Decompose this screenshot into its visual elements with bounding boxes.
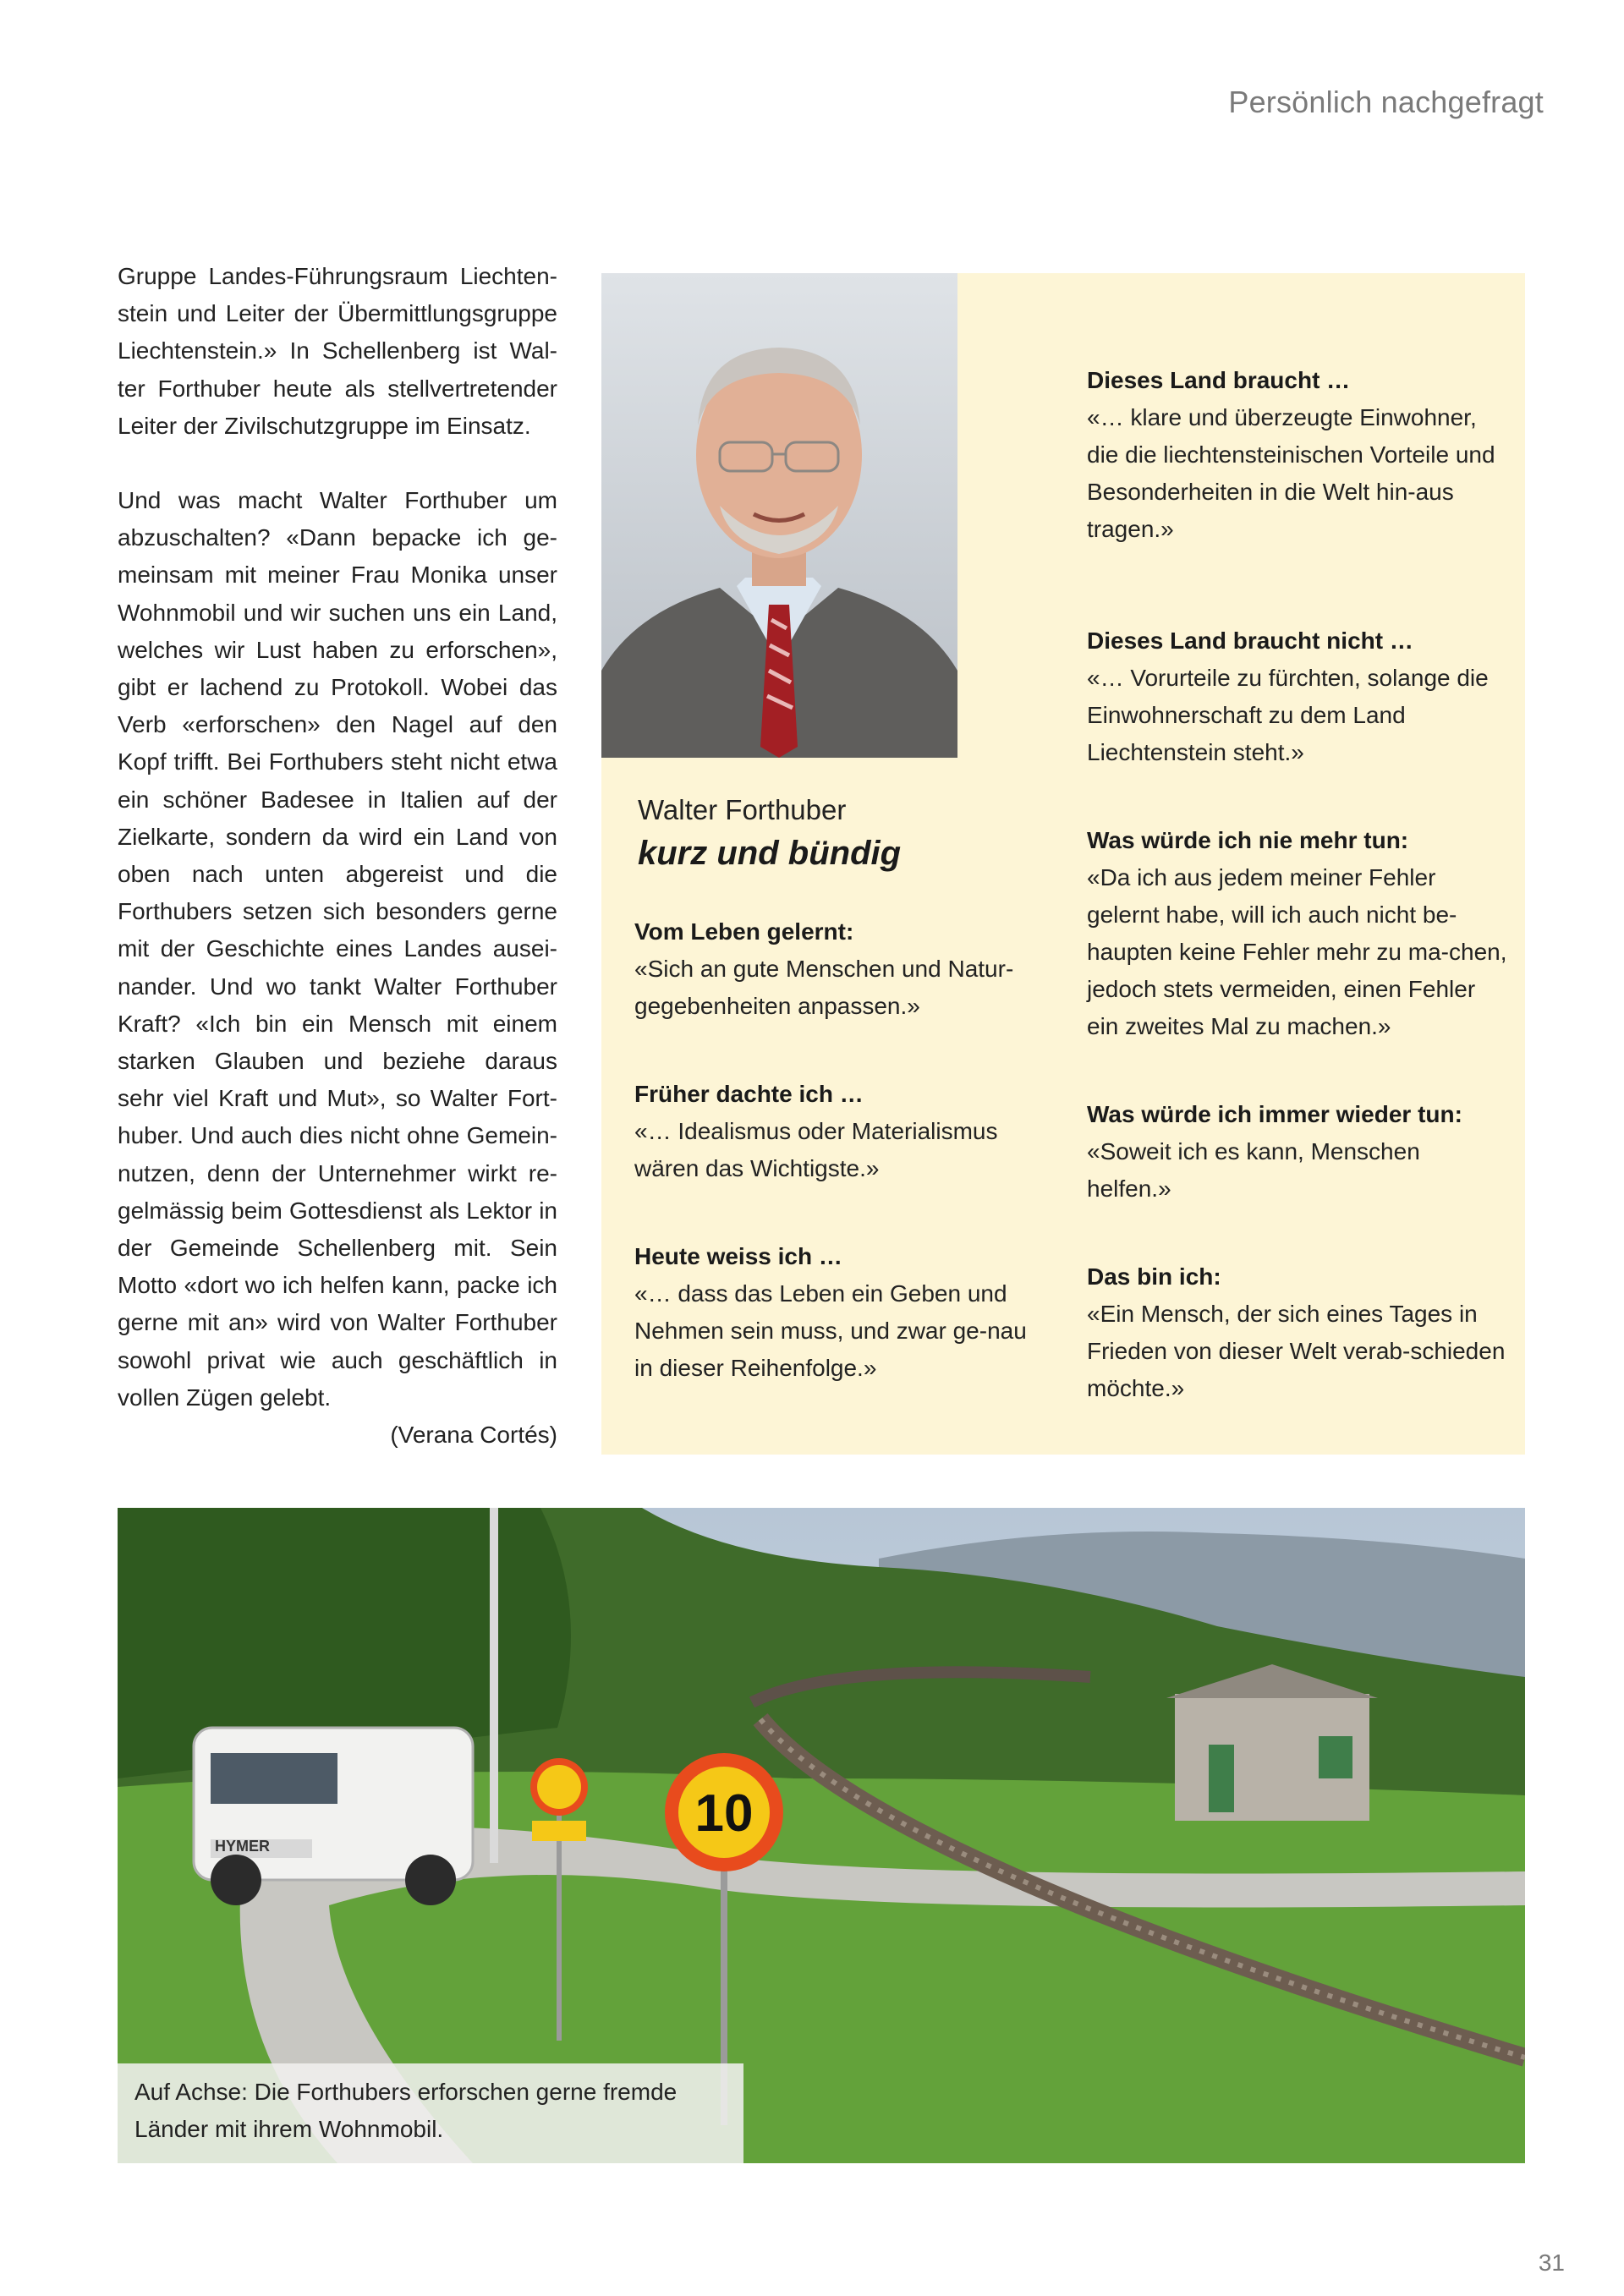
profile-left-column (634, 793, 1040, 1438)
caption-line: Länder mit ihrem Wohnmobil. (134, 2116, 444, 2142)
profile-qa-item (1087, 622, 1510, 771)
article-paragraph: Und was macht Walter Forthuber um abzuschalten? «Dann bepacke ich ge-meinsam mit meiner Frau Monika unser Wohnmobil und wir suchen uns ein Land, welches wir Lust haben zu erforschen», gibt er lachend zu Protokoll. Wobei das Verb «erforschen» den Nagel auf den Kopf trifft. Bei Forthubers steht nicht etwa ein schöner Badesee in Italien auf der Zielkarte, sondern da wird ein Land von oben nach unten abgereist und die Forthubers setzen sich besonders gerne mit der Geschichte eines Landes ausei-nander. Und wo tankt Walter Forthuber Kraft? «Ich bin ein Mensch mit einem starken Glauben und beziehe daraus sehr viel Kraft und Mut», so Walter Fort-huber. Und auch dies nicht ohne Gemein-nutzen, denn der Unternehmer wirkt re-gelmässig beim Gottesdienst als Lektor in der Gemeinde Schellenberg mit. Sein Motto «dort wo ich helfen kann, packe ich gerne mit an» wird von Walter Forthuber sowohl privat wie auch geschäftlich in vollen Zügen gelebt. (118, 487, 557, 1411)
profile-qa-item (1087, 822, 1510, 1045)
profile-question: Was würde ich immer wieder tun: (1087, 1101, 1462, 1127)
profile-answer: «… klare und überzeugte Einwohner, die die liechtensteinischen Vorteile und Besonderheiten in die Welt hin-aus tragen.» (1087, 404, 1495, 542)
profile-qa-item (1087, 362, 1510, 548)
article-paragraph: Gruppe Landes-Führungsraum Liechten-stein und Leiter der Übermittlungsgruppe Liechtenstein.» In Schellenberg ist Wal-ter Forthuber heute als stellvertretender Leiter der Zivilschutzgruppe im Einsatz. (118, 263, 557, 439)
profile-answer: «Soweit ich es kann, Menschen helfen.» (1087, 1138, 1420, 1202)
profile-answer: «Da ich aus jedem meiner Fehler gelernt habe, will ich auch nicht be-haupten keine Fehler mehr zu ma-chen, jedoch stets vermeiden, einen Fehler ein zweites Mal zu machen.» (1087, 864, 1507, 1039)
running-head: Persönlich nachgefragt (1228, 85, 1544, 119)
profile-question: Was würde ich nie mehr tun: (1087, 827, 1409, 853)
profile-question: Das bin ich: (1087, 1263, 1221, 1290)
profile-subtitle: kurz und bündig (638, 835, 902, 872)
profile-qa-item (634, 913, 1040, 1025)
profile-answer: «Ein Mensch, der sich eines Tages in Frieden von dieser Welt verab-schieden möchte.» (1087, 1301, 1506, 1401)
profile-qa-item (1087, 1258, 1510, 1407)
landscape-photo (118, 1508, 1525, 2163)
profile-question: Heute weiss ich … (634, 1243, 842, 1269)
profile-question: Dieses Land braucht … (1087, 367, 1351, 393)
portrait-photo (601, 273, 957, 758)
profile-question: Vom Leben gelernt: (634, 918, 854, 945)
profile-qa-item (634, 1238, 1040, 1387)
caption-line: Auf Achse: Die Forthubers erforschen gerne fremde (134, 2079, 678, 2105)
profile-answer: «… Vorurteile zu fürchten, solange die Einwohnerschaft zu dem Land Liechtenstein steht.» (1087, 665, 1489, 765)
profile-answer: «… dass das Leben ein Geben und Nehmen sein muss, und zwar ge-nau in dieser Reihenfolge.» (634, 1280, 1027, 1381)
profile-name: Walter Forthuber (638, 794, 847, 825)
speed-sign-text: 10 (694, 1784, 754, 1843)
article-column (118, 258, 557, 1454)
profile-question: Früher dachte ich … (634, 1081, 864, 1107)
profile-answer: «Sich an gute Menschen und Natur-gegebenheiten anpassen.» (634, 956, 1014, 1019)
author-byline: (Verana Cortés) (390, 1422, 557, 1449)
photo-caption (118, 2063, 743, 2163)
page-number: 31 (1538, 2249, 1565, 2276)
profile-right-column (1087, 362, 1510, 1458)
profile-question: Dieses Land braucht nicht … (1087, 627, 1413, 654)
profile-qa-item (634, 1076, 1040, 1187)
vehicle-brand-label: HYMER (215, 1838, 271, 1855)
profile-answer: «… Idealismus oder Materialismus wären das Wichtigste.» (634, 1118, 998, 1181)
profile-qa-item (1087, 1096, 1510, 1208)
